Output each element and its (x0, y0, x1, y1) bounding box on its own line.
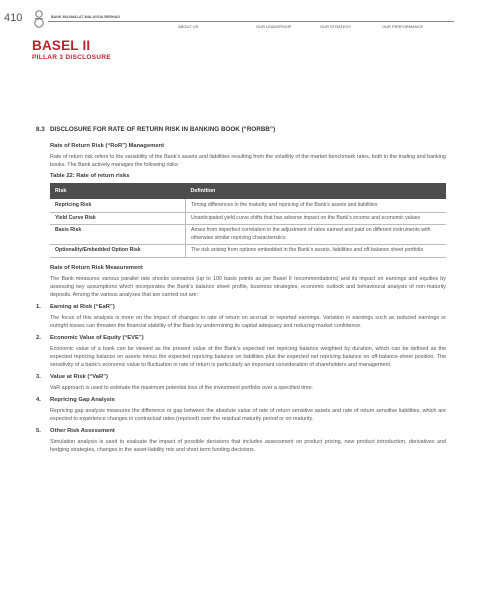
table-caption: Table 22: Rate of return risks (50, 173, 130, 179)
table-row (50, 225, 446, 245)
section-heading (36, 126, 446, 138)
analysis-item-number: 5. (36, 427, 41, 434)
rate-of-return-risks-table (50, 183, 446, 258)
ror-measurement-paragraph: The Bank measures various parallel rate shocks scenarios (up to 100 basis points as per Basel II recommendations) and its impact on earnings and equities by assessing key assumptions which incorporates the Bank’s balance sheet profile, business strategies, economic outlook and behavioural analysis of non-maturity deposits. Among the various analyses that are carried out are: (50, 275, 446, 298)
analysis-item-heading (36, 373, 446, 384)
table-row (50, 245, 446, 258)
table-header-row (50, 183, 446, 199)
analysis-item (36, 303, 446, 330)
page-number: 410 (4, 12, 23, 24)
ror-measurement-heading: Rate of Return Risk Measurement (50, 264, 143, 271)
bank-name: BANK MUAMALAT MALAYSIA BERHAD (51, 15, 120, 19)
analysis-item (36, 427, 446, 454)
analysis-item-number: 3. (36, 373, 41, 380)
analysis-item (36, 373, 446, 392)
column-header-risk: Risk (50, 183, 186, 199)
top-nav (0, 24, 480, 34)
analysis-item-heading (36, 396, 446, 407)
page-subtitle: PILLAR 3 DISCLOSURE (32, 54, 112, 61)
risk-name: Repricing Risk (50, 199, 186, 212)
ror-management-paragraph: Rate of return risk refers to the variability of the Bank’s assets and liabilities resulting from the volatility of the market benchmark rates, both in the trading and banking books. The Bank actively manages the following risks: (50, 154, 446, 168)
analysis-item-title: Economic Value of Equity (“EVE”) (50, 334, 144, 341)
analysis-item-title: Earning at Risk (“EaR”) (50, 303, 115, 310)
analysis-item-title: Repricing Gap Analysis (50, 396, 115, 403)
risk-name: Optionality/Embedded Option Risk (50, 245, 186, 258)
column-header-definition: Definition (186, 183, 447, 199)
table-row (50, 199, 446, 212)
section-body (36, 143, 446, 454)
analysis-item-number: 1. (36, 303, 41, 310)
risk-name: Basis Risk (50, 225, 186, 245)
nav-our-leadership[interactable]: OUR LEADERSHIP (256, 24, 292, 29)
analysis-item-heading (36, 334, 446, 345)
section-title: DISCLOSURE FOR RATE OF RETURN RISK IN BANKING BOOK (“RORBB”) (50, 126, 276, 133)
page-title: BASEL II (32, 38, 91, 53)
section-content (36, 126, 446, 458)
analysis-item-text: Economic value of a bank can be viewed as the present value of the Bank’s expected net repricing balance weighted by duration, which can be defined as the expected repricing balance on assets minus the expected repricing balance on liabilities plus the expected net repricing balance on off-balance-sheet position. The sensitivity of a bank’s economic value to fluctuation in rate of return is particularly an important consideration of shareholders and management. (50, 345, 446, 368)
ror-management-heading: Rate of Return Risk (“RoR”) Management (50, 143, 165, 149)
analysis-item-heading (36, 303, 446, 314)
analysis-item-heading (36, 427, 446, 438)
analysis-item-number: 4. (36, 396, 41, 403)
analysis-item-text: Simulation analysis is used to evaluate the impact of possible decisions that includes assessment on product pricing, new product introduction, derivatives and hedging strategies, changes in the asset-liability mix and short term funding decisions. (50, 438, 446, 453)
analysis-item-title: Other Risk Assessment (50, 427, 115, 434)
analysis-item-text: Repricing gap analysis measures the difference or gap between the absolute value of rate of return sensitive assets and rate of return sensitive liabilities, which are expected to experience changes in contractual rates (repriced) over the residual maturity period or on maturity. (50, 407, 446, 422)
risk-definition: Arises from imperfect correlation in the adjustment of rates earned and paid on different instruments with otherwise similar repricing characteristics (186, 225, 447, 245)
analysis-item (36, 334, 446, 369)
nav-about-us[interactable]: ABOUT US (178, 24, 199, 29)
analysis-item-text: VaR approach is used to estimate the maximum potential loss of the investment portfolio over a specified time. (50, 384, 313, 391)
analysis-item-number: 2. (36, 334, 41, 341)
nav-our-performance[interactable]: OUR PERFORMANCE (382, 24, 424, 29)
analysis-item-text: The focus of this analysis is more on the impact of changes in rate of return on accrual or reported earnings. Variation in earnings such as reduced earnings or outright losses can threaten the financial stability of the Bank by undermining its capital adequacy and reducing market confidence. (50, 314, 446, 329)
risk-definition: Unanticipated yield curve shifts that has adverse impact on the Bank’s income and economic values (186, 212, 447, 225)
section-number: 8.3 (36, 126, 45, 133)
analysis-item (36, 396, 446, 423)
risk-name: Yield Curve Risk (50, 212, 186, 225)
table-row (50, 212, 446, 225)
risk-definition: Timing differences in the maturity and repricing of the Bank’s assets and liabilities (186, 199, 447, 212)
risk-definition: The risk arising from options embedded in the Bank’s assets, liabilities and off-balance sheet portfolio (186, 245, 447, 258)
analysis-item-title: Value at Risk (“VaR”) (50, 373, 108, 380)
header-divider (48, 21, 454, 22)
nav-our-strategy[interactable]: OUR STRATEGY (320, 24, 352, 29)
